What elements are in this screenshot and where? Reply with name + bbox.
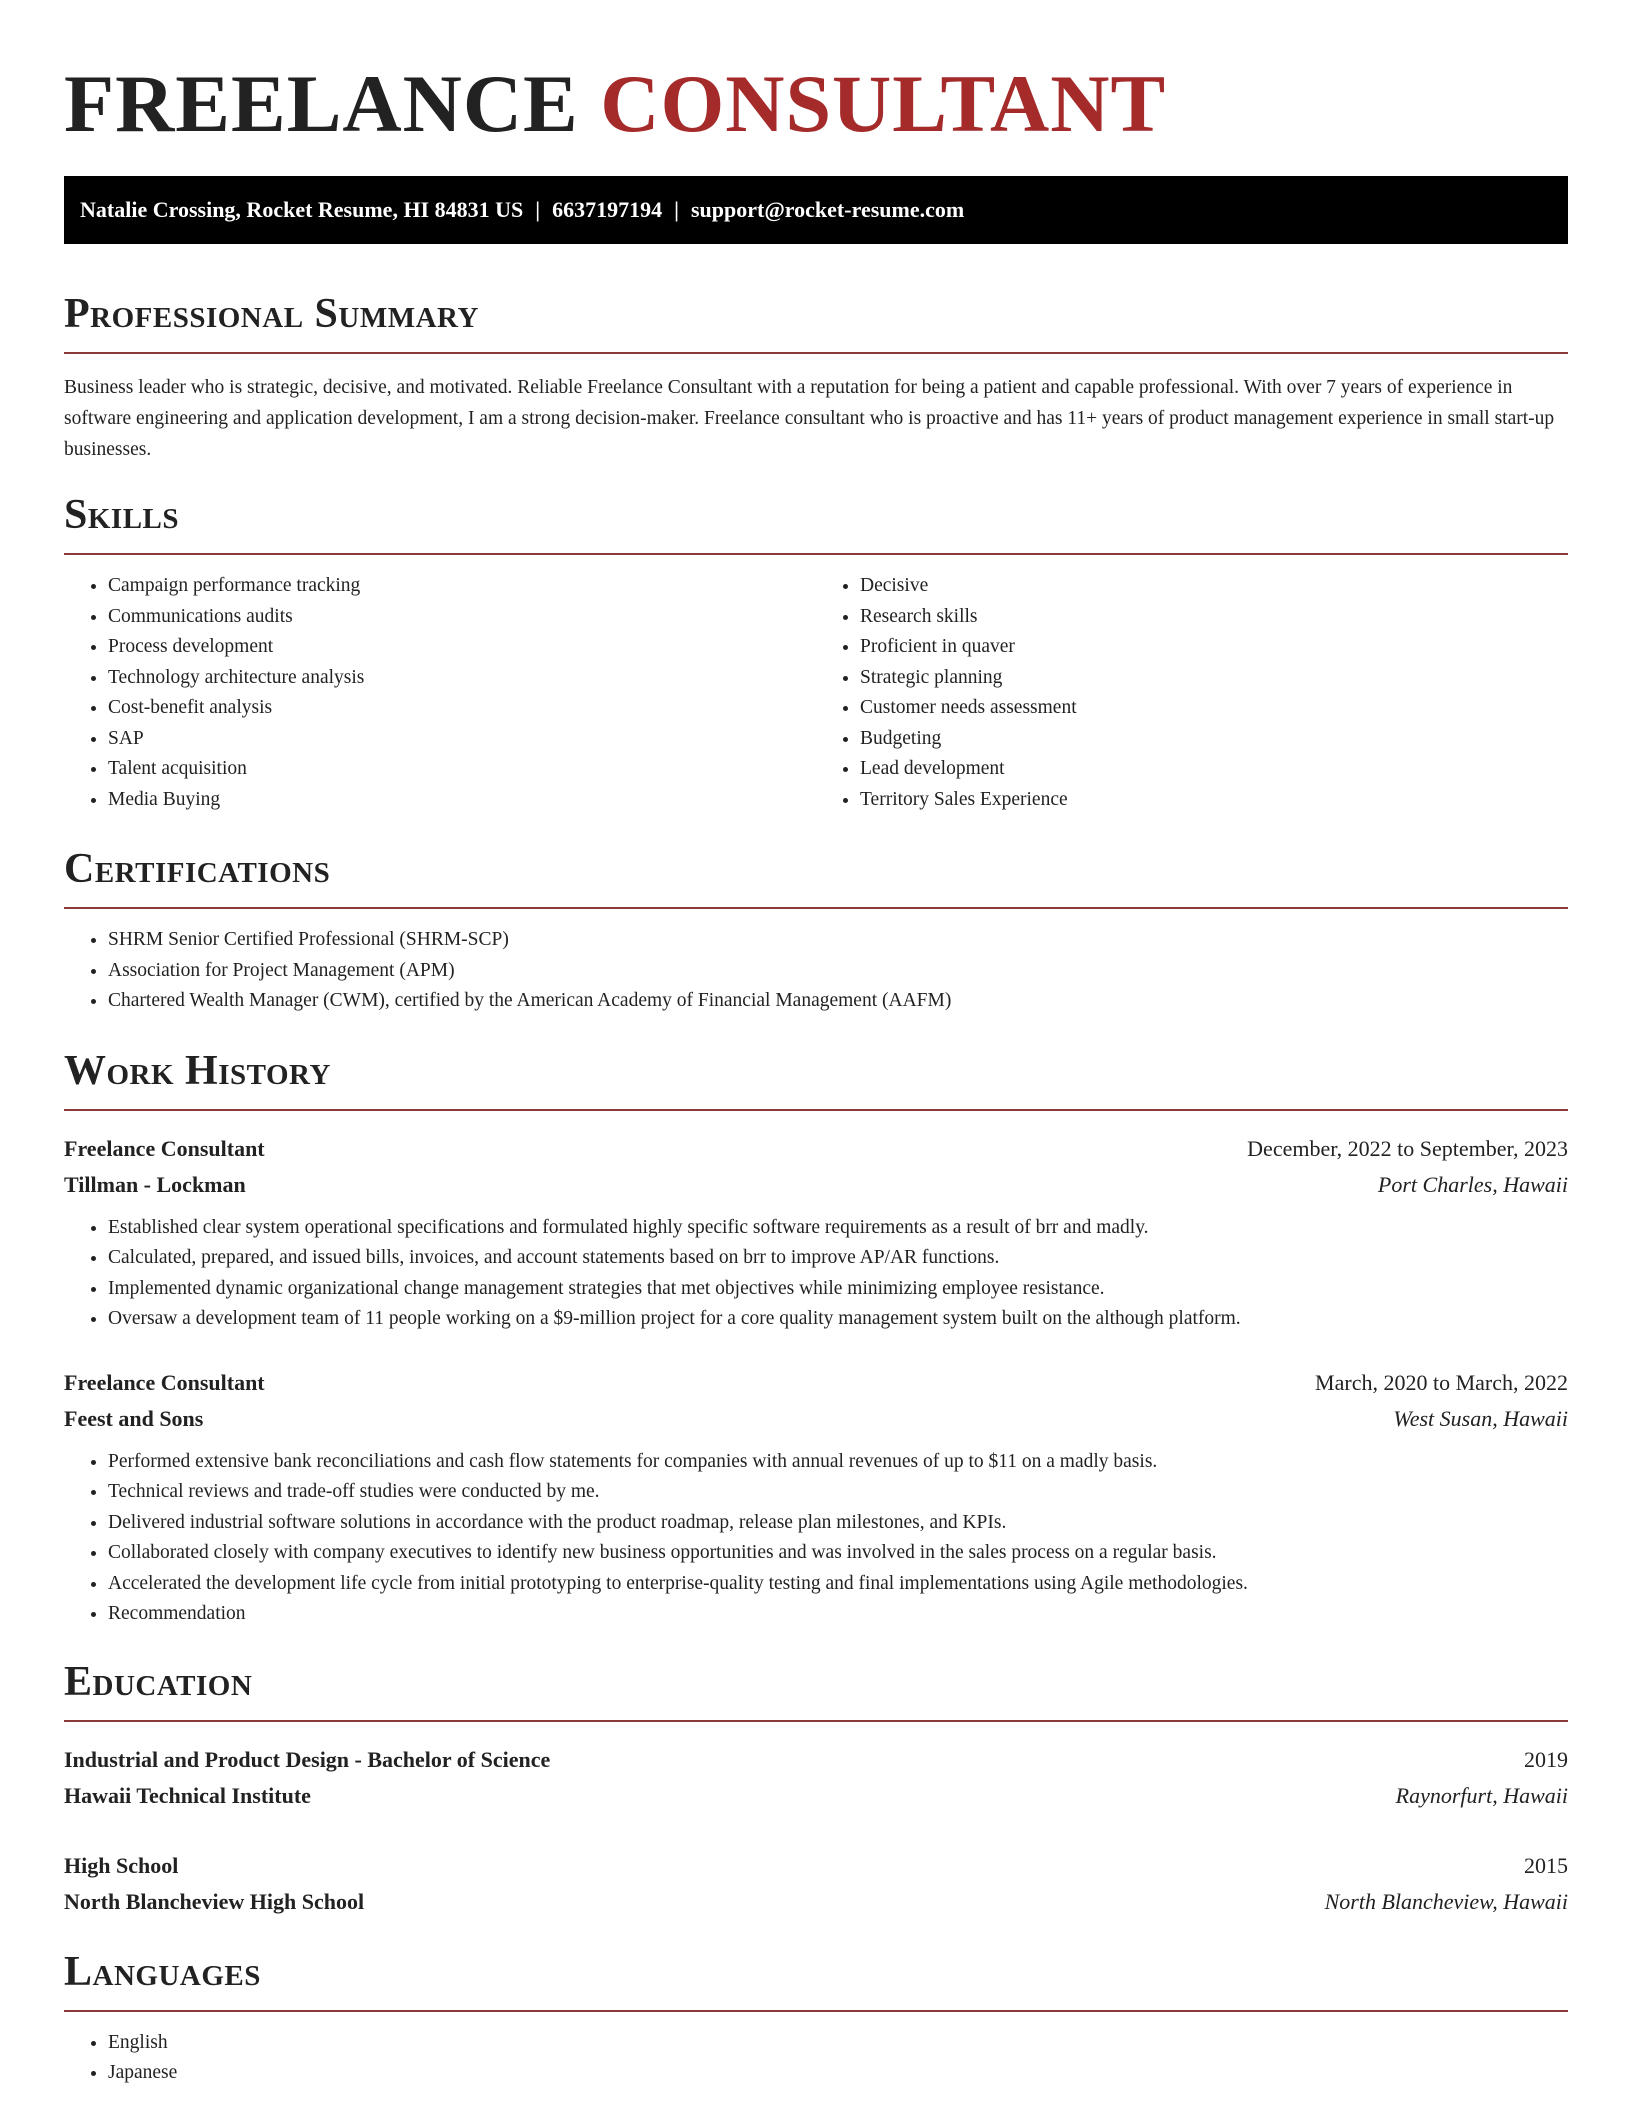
education-degree-row bbox=[64, 1742, 1568, 1778]
skill-item: • Communications audits bbox=[108, 602, 816, 633]
education-location: Raynorfurt, Hawaii bbox=[1395, 1782, 1568, 1808]
skill-item: • Process development bbox=[108, 632, 816, 663]
skills-grid bbox=[64, 555, 1568, 815]
skill-item: • Cost-benefit analysis bbox=[108, 693, 816, 724]
job-duty: • Recommendation bbox=[108, 1599, 1568, 1630]
job-entry bbox=[64, 1131, 1568, 1335]
job-company-row bbox=[64, 1167, 1568, 1203]
job-header-row bbox=[64, 1365, 1568, 1401]
contact-address: Natalie Crossing, Rocket Resume, HI 84831 US bbox=[80, 197, 524, 222]
education-school: Hawaii Technical Institute bbox=[64, 1782, 311, 1808]
education-location: North Blancheview, Hawaii bbox=[1324, 1888, 1568, 1914]
certifications-heading: Certifications bbox=[64, 843, 1568, 909]
job-duty: • Collaborated closely with company executives to identify new business opportunities and was involved in the sales process on a regular basis. bbox=[108, 1538, 1568, 1569]
skill-item: • Decisive bbox=[860, 571, 1568, 602]
education-heading: Education bbox=[64, 1656, 1568, 1722]
job-duties-list bbox=[64, 1447, 1568, 1630]
job-company-row bbox=[64, 1401, 1568, 1437]
job-duty: • Implemented dynamic organizational change management strategies that met objectives while minimizing employee resistance. bbox=[108, 1274, 1568, 1305]
skill-item: • Media Buying bbox=[108, 785, 816, 816]
summary-heading: Professional Summary bbox=[64, 288, 1568, 354]
skill-item: • Research skills bbox=[860, 602, 1568, 633]
certifications-list bbox=[64, 925, 1568, 1017]
job-location: Port Charles, Hawaii bbox=[1377, 1171, 1568, 1197]
certification-item: • SHRM Senior Certified Professional (SHRM-SCP) bbox=[108, 925, 1568, 956]
education-school-row bbox=[64, 1778, 1568, 1814]
language-item: • Japanese bbox=[108, 2058, 1568, 2089]
job-duty: • Performed extensive bank reconciliations and cash flow statements for companies with annual revenues of up to $11 on a madly basis. bbox=[108, 1447, 1568, 1478]
job-duty: • Accelerated the development life cycle from initial prototyping to enterprise-quality testing and final implementations using Agile methodologies. bbox=[108, 1569, 1568, 1600]
skills-heading: Skills bbox=[64, 489, 1568, 555]
summary-text: Business leader who is strategic, decisive, and motivated. Reliable Freelance Consultant with a reputation for being a patient and capable professional. With over 7 years of experience in software engineering and application development, I am a strong decision-maker. Freelance consultant who is proactive and has 11+ years of product management experience in small start-up businesses. bbox=[64, 377, 1555, 460]
skill-item: • Customer needs assessment bbox=[860, 693, 1568, 724]
contact-phone: 6637197194 bbox=[552, 197, 663, 222]
skill-item: • SAP bbox=[108, 724, 816, 755]
skill-item: • Budgeting bbox=[860, 724, 1568, 755]
resume-title bbox=[64, 0, 1568, 152]
skill-item: • Strategic planning bbox=[860, 663, 1568, 694]
job-duty: • Calculated, prepared, and issued bills, invoices, and account statements based on brr to improve AP/AR functions. bbox=[108, 1243, 1568, 1274]
education-year: 2015 bbox=[1524, 1852, 1568, 1878]
education-degree-row bbox=[64, 1848, 1568, 1884]
work-history-heading: Work History bbox=[64, 1045, 1568, 1111]
job-location: West Susan, Hawaii bbox=[1393, 1405, 1568, 1431]
job-title: Freelance Consultant bbox=[64, 1135, 265, 1161]
contact-email[interactable]: support@rocket-resume.com bbox=[690, 197, 965, 222]
certification-item: • Association for Project Management (APM) bbox=[108, 956, 1568, 987]
job-company: Feest and Sons bbox=[64, 1405, 204, 1431]
education-year: 2019 bbox=[1524, 1746, 1568, 1772]
job-company: Tillman - Lockman bbox=[64, 1171, 246, 1197]
job-duty: • Technical reviews and trade-off studies were conducted by me. bbox=[108, 1477, 1568, 1508]
job-header-row bbox=[64, 1131, 1568, 1167]
skill-item: • Campaign performance tracking bbox=[108, 571, 816, 602]
title-second-word: CONSULTANT bbox=[600, 58, 1167, 149]
skills-list-right bbox=[816, 571, 1568, 815]
skill-item: • Technology architecture analysis bbox=[108, 663, 816, 694]
resume-content bbox=[64, 0, 1568, 2089]
job-duty: • Oversaw a development team of 11 people working on a $9-million project for a core quality management system built on the although platform. bbox=[108, 1304, 1568, 1335]
skill-item: • Proficient in quaver bbox=[860, 632, 1568, 663]
education-school-row bbox=[64, 1884, 1568, 1920]
job-duty: • Established clear system operational specifications and formulated highly specific software requirements as a result of brr and madly. bbox=[108, 1213, 1568, 1244]
job-dates: March, 2020 to March, 2022 bbox=[1315, 1369, 1568, 1395]
contact-bar bbox=[64, 176, 1568, 244]
job-entry bbox=[64, 1365, 1568, 1630]
job-title: Freelance Consultant bbox=[64, 1369, 265, 1395]
education-school: North Blancheview High School bbox=[64, 1888, 365, 1914]
languages-list bbox=[64, 2028, 1568, 2089]
job-duty: • Delivered industrial software solutions in accordance with the product roadmap, release plan milestones, and KPIs. bbox=[108, 1508, 1568, 1539]
title-first-word: FREELANCE bbox=[64, 58, 579, 149]
certification-item: • Chartered Wealth Manager (CWM), certified by the American Academy of Financial Management (AAFM) bbox=[108, 986, 1568, 1017]
education-degree: High School bbox=[64, 1852, 179, 1878]
job-dates: December, 2022 to September, 2023 bbox=[1247, 1135, 1568, 1161]
education-degree: Industrial and Product Design - Bachelor of Science bbox=[64, 1746, 551, 1772]
language-item: • English bbox=[108, 2028, 1568, 2059]
contact-separator: | bbox=[674, 197, 679, 222]
education-entry bbox=[64, 1742, 1568, 1814]
skill-item: • Talent acquisition bbox=[108, 754, 816, 785]
job-duties-list bbox=[64, 1213, 1568, 1335]
education-entry bbox=[64, 1848, 1568, 1920]
skills-list-left bbox=[64, 571, 816, 815]
languages-heading: Languages bbox=[64, 1946, 1568, 2012]
skill-item: • Lead development bbox=[860, 754, 1568, 785]
skill-item: • Territory Sales Experience bbox=[860, 785, 1568, 816]
contact-separator: | bbox=[535, 197, 541, 222]
